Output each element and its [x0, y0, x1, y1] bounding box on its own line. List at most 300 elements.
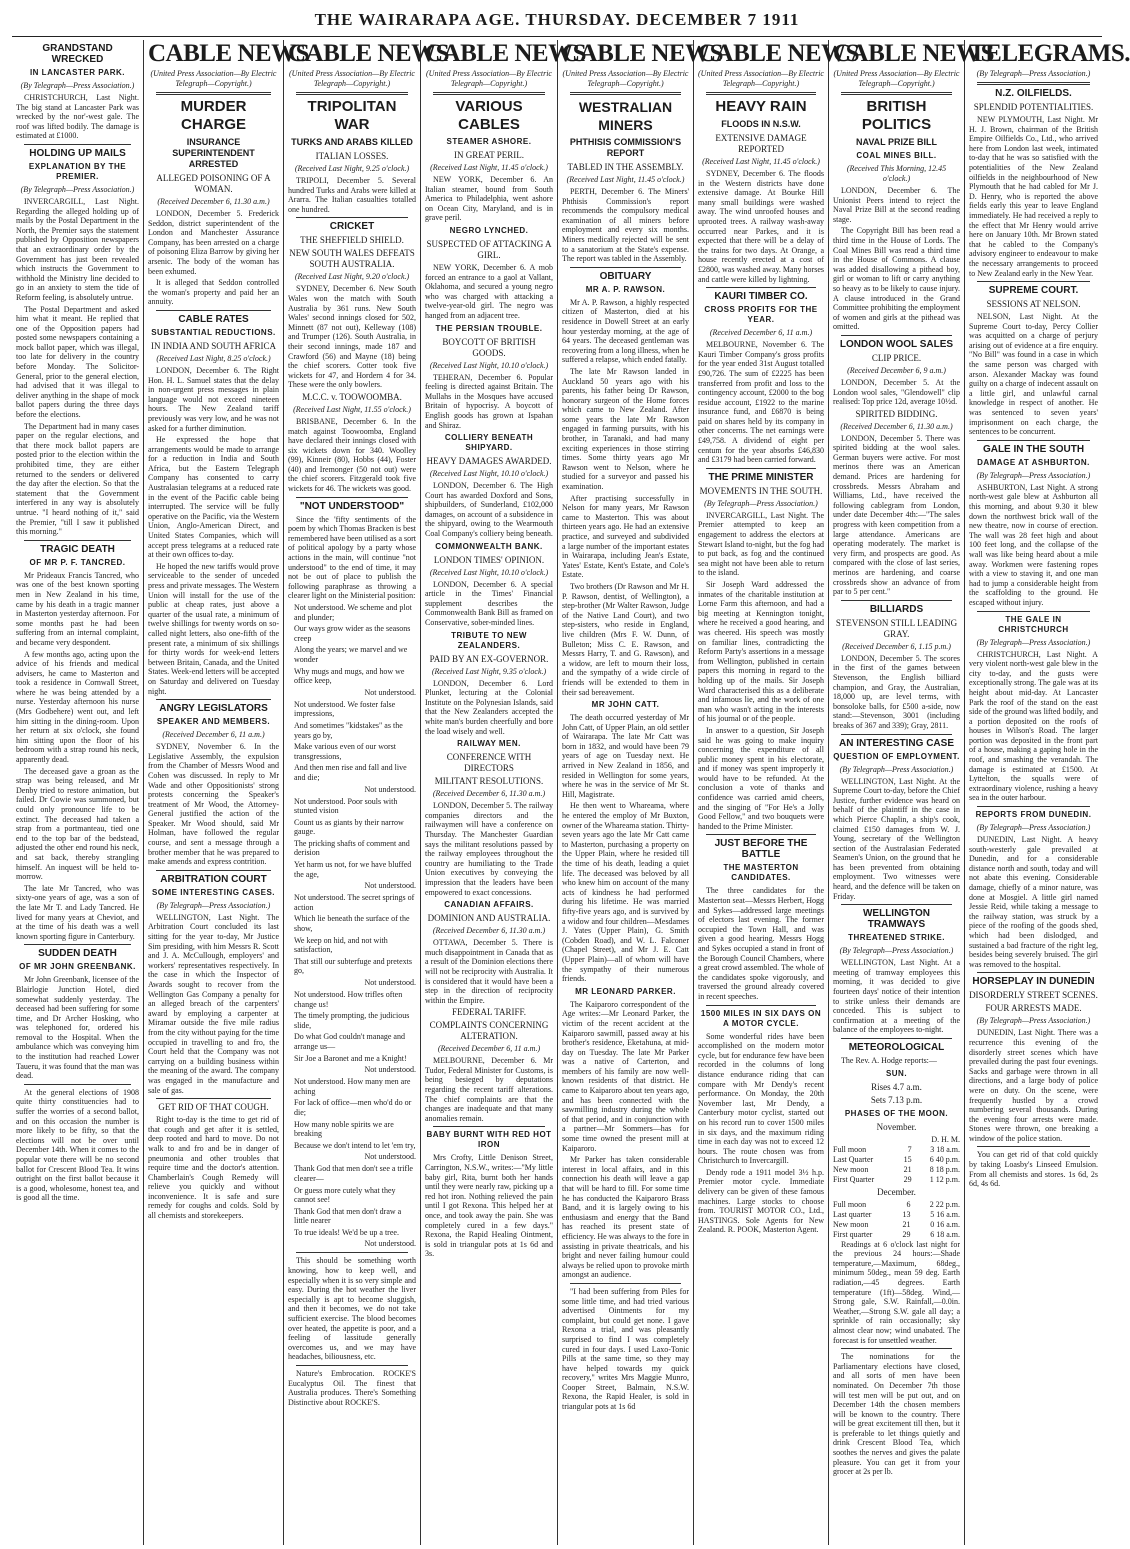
advertisement-text: The nominations for the Parliamentary elections have closed, and all sorts of men have been nominated. On December 7th those will test men will be put out, and on December 14th the chosen members will be known to the country. There will be great excitement till then, but it is preferable to let things quietly and drink Crescent Blood Tea, which soothes the nerves and gives the palate pleasure. You can get it from your grocer at 2s per lb. [833, 1352, 960, 1477]
divider [24, 944, 131, 945]
headline: VARIOUS CABLES [455, 98, 523, 133]
subheadline: SPIRITED BIDDING. [855, 408, 938, 419]
advertisement-text: Right to-day is the time to get rid of that cough and get after it is settled, deep rooted and hard to move. Do not walk to and fro and be in danger of pneumonia and other troubles that require time and the doctor's attention. Chamberlain's Cough Remedy will relieve you quickly and without inconvenience. It is safe and sure remedy for coughs and colds. Sold by all chemists and storekeepers. [148, 1115, 279, 1221]
article-text: LONDON, December 5. Frederick Seddon, district superintendent of the London and Manchester Assurance Company, has been arrested on a charge of poisoning Eliza Barrow by giving her arsenic. The body of the woman has been exhumed. [148, 209, 279, 276]
poem-refrain: Not understood. [364, 1239, 416, 1249]
article-text: The three candidates for the Masterton seat—Messrs Herbert, Hogg and Sykes—addressed large meetings of electors last evening. The former occupied the Town Hall, and was given a good hearing. Messrs Hogg and Sykes occupied a stand in front of the Borough Council Chambers, where a great crowd assembled. The whole of the candidates spoke vigorously, and traversed the ground already covered in recent speeches. [698, 886, 824, 1001]
subheadline: IN LANCASTER PARK. [29, 68, 126, 77]
headline: ARBITRATION COURT [160, 873, 267, 885]
article-text: Sir Joseph Ward addressed the inmates of the charitable institution at Lorne Farm this afternoon, and had a big meeting at Kennington tonight, where he received a good hearing, and was cheered. His speech was mostly on familiar lines, contradicting the Reform Party's assertions in a message from Wellington, published in certain papers this morning in regard to the holding up of the mails. Sir Joseph Ward characterised this as a deliberate and infamous lie, and the work of one man who wasn't acting in the interests of his journal or of the people. [698, 580, 824, 724]
headline: LONDON WOOL SALES [839, 338, 954, 350]
subheadline: INSURANCE SUPERINTENDENT ARRESTED [172, 137, 255, 169]
press-credit: (United Press Association—By Electric Telegraph—Copyright.) [698, 69, 824, 88]
subheadline: SUBSTANTIAL REDUCTIONS. [151, 327, 276, 337]
divider [977, 281, 1090, 282]
divider [706, 1005, 816, 1006]
table-cell: First Quarter [833, 1174, 875, 1184]
article-text: NEW PLYMOUTH, Last Night. Mr H. J. Brown, chairman of the British Empire Oilfields Co., Ltd., who arrived here from London last week, intimated to-day that he was so satisfied with the potentialities of the New Zealand oilfields in the neighbourhood of New Plymouth that he had cabled for Mr J. D. Henry, who is reported the above fields early this year to leave England immediately. He had received a reply to the effect that Mr Henry would arrive here on January 10th. Mr Brown stated that he cabled to the Company's advisory engineer to endeavour to make the necessary arrangements to proceed to New Zealand early in the New Year. [969, 115, 1098, 278]
poem-line: Not understood. How many men are aching [294, 1077, 411, 1096]
divider [296, 1365, 408, 1366]
poem-line: Make various even of our worst transgressions, [294, 742, 396, 761]
poem-line: Not understood. We foster false impressions, [294, 699, 396, 719]
article-text: The death occurred yesterday of Mr John Catt, of Upper Plain, an old settler of Wairarapa. The late Mr Catt was born in 1832, and would have been 79 years of age on Tuesday next. He arrived in New Zealand in 1856, and resided in Wellington for some years, where he was in the service of Mr St. Hill, Magistrate. [562, 713, 689, 799]
divider [706, 92, 816, 95]
article-text: NEW YORK, December 6. An Italian steamer, bound from South America to Philadelphia, went ashore on Ocean City, Maryland, and is in grave peril. [425, 175, 553, 223]
press-credit: (By Telegraph—Press Association.) [976, 69, 1091, 78]
dateline: (Received December 6, 11.30 a.m.) [157, 197, 270, 206]
article-text: CHRISTCHURCH, Last Night. The big stand at Lancaster Park was wrecked by the nor'-west gale. The roof was lifted bodily. The damage is estimated at £1000. [16, 93, 139, 141]
dateline: (Received This Morning, 12.45 o'clock.) [846, 164, 947, 183]
article-text: LONDON, December 5. At the London wool sales, "Glendowell" clip realised: Top price 12d, average 10½d. [833, 377, 960, 407]
divider [706, 468, 816, 469]
article-text: OTTAWA, December 5. There is much disappointment in Canada that as a result of the Dominion elections there will not be reciprocity with Australia. It is considered that it would have been a step in the direction of reciprocity within the Empire. [425, 938, 553, 1005]
poem-line: And sometimes "kidstakes" as the years go by, [294, 720, 403, 740]
article-text: PERTH, December 6. The Miners' Phthisis Commission's report recommends the compulsory medical examination of all miners before employment and every six months. Miners medically rejected will be sent to a sanatorium at the State's expense. The report was tabled in the Assembly. [562, 187, 689, 264]
subheadline: LONDON TIMES' OPINION. [433, 554, 545, 565]
section-banner: CABLE NEWS [698, 40, 860, 67]
advertisement-text: At the general elections of 1908 quite thirty constituencies had to suffer the worries of a second ballot, and on this occasion the number is more likely to be fifty, so that the elections will not be over until December 14th. When it comes to the popular vote there will be no second ballot for Crescent Blood Tea. It wins outright on the first ballot because it is a good, wholesome, honest tea, and is good all the time. [16, 1087, 139, 1203]
dateline: (Received Last Night, 9.25 o'clock.) [294, 164, 410, 173]
divider [841, 734, 952, 735]
advertisement-text: Mrs Crofty, Little Denison Street, Carrington, N.S.W., writes:—"My little baby girl, Rita, burnt both her hands until they were nearly raw, picking up a red hot iron. Nothing relieved the pain until I got Rexona. This helped her at once, and took away the pain. She was completely cured in a few days." Rexona, the Rapid Healing Ointment, is sold in triangular pots at 1s 6d and 3s. [425, 1153, 553, 1259]
sunrise-time: Rises 4.7 a.m. [871, 1081, 922, 1092]
headline: CRICKET [329, 221, 375, 233]
dateline: (By Telegraph—Press Association.) [976, 1016, 1091, 1026]
poem-line: To true ideals! We'd be up a tree. [294, 1227, 399, 1237]
table-row [833, 1165, 960, 1175]
article-text: SYDNEY, December 6. New South Wales won the match with South Australia by 361 runs. New South Wales' second innings closed for 502, Minnett (87 not out), Kelleway (108) and Trumper (126). South Australia, in their second innings, made 187 and Crawford (56) and Mayne (18) being the chief scorers. Cotter took five wickets for 47, and Hordern 4 for 34. These were the only bowlers. [288, 284, 416, 390]
article-text: He then went to Whareama, where he entered the employ of Mr Buxton, owner of the Whareama station. Thirty-seven years ago the late Mr Catt came to Masterton, purchasing a property on the Upper Plain, where he resided till the time of his death, leading a quiet life. The deceased was beloved by all who knew him on account of the many acts of kindness he had performed during his lifetime. He was married fifty-five years ago, and is survived by a widow and four children—Mesdames J. Yates (Upper Plain), G. Smith (Cobden Road), and W. L. Falconer (Chapel Street), and Mr J. E. Catt (Upper Plain)—all of whom will have the sympathy of their numerous friends. [562, 801, 689, 984]
sunset-time: Sets 7.13 p.m. [870, 1094, 923, 1105]
headline: JUST BEFORE THE BATTLE [714, 838, 808, 861]
divider [841, 1348, 952, 1349]
poem-line: And then men rise and fall and live and die; [294, 763, 407, 782]
dateline: (Received December 6, 11 a.m.) [709, 328, 813, 338]
headline: BILLIARDS [869, 603, 924, 615]
table-cell: Full moon [833, 1144, 867, 1154]
table-cell: 13 [902, 1209, 911, 1219]
poem-line: That still our subterfuge and pretexts go, [294, 956, 412, 976]
article-text: The Postal Department and asked him what it meant. He replied that one of the Opposition papers had posted some newspapers containing a mock ballot paper, which was illegal, too late for delivery in the country before Monday. The Solicitor-General, prior to the general election, had advised that it was illegal to deliver anything in the shape of mock ballot papers during the three days before the elections. [16, 304, 139, 420]
article-text: LONDON, December 6. Lord Plunket, lecturing at the Colonial Institute on the Polynesian Islands, said that the New Zealanders accepted the white man's burden cheerfully and bore the load wisely and well. [425, 678, 553, 736]
headline: KAURI TIMBER CO. [714, 291, 808, 303]
headline: THE GALE IN CHRISTCHURCH [998, 614, 1069, 634]
article-text: He hoped the new tariffs would prove serviceable to the sender of unceded press and private messages. The Western Union will install for the use of the public at cheap rates, just above a quarter of the usual rate, a minimum of twelve shillings for twenty words on so-called night letters, also one-fifth of the present rate, a minimum of six shillings for thirty words for week-end letters between Britain, Canada, and the United States. Week-end letters will be accepted on Saturday and delivered on Tuesday night. [148, 561, 279, 696]
table-cell: 29 [902, 1229, 911, 1239]
subheadline: MR JOHN CATT. [591, 700, 660, 710]
dateline: (Received December 6, 9 a.m.) [847, 365, 946, 375]
divider [841, 335, 952, 336]
poem-line: Which lie beneath the surface of the show, [294, 914, 410, 934]
poem-line: Sir Joe a Baronet and me a Knight! [294, 1053, 407, 1063]
dateline: (By Telegraph—Press Association.) [20, 81, 135, 90]
headline: "NOT UNDERSTOOD" [299, 500, 405, 512]
subheadline: COMMONWEALTH BANK. [435, 541, 543, 551]
dateline: (By Telegraph—Press Association.) [976, 470, 1091, 480]
dateline: (By Telegraph—Press Association.) [704, 498, 818, 508]
article-text: LONDON, December 6. The Unionist Peers intend to reject the Naval Prize Bill at the second reading stage. [833, 186, 960, 224]
article-text: Mr Prideaux Francis Tancred, who was one of the best known sporting men in New Zealand in his time, came by his death in a tragic manner in Masterton yesterday afternoon. For some months past he had been suffering from an internal complaint, and became very despondent. [16, 570, 139, 647]
column-2 [144, 40, 310, 1545]
subheadline: QUESTION OF EMPLOYMENT. [833, 751, 960, 761]
article-text: After practising successfully in Nelson for many years, Mr Rawson came to Masterton. This was about thirteen years ago. He had an extensive practice, and surveyed and subdivided a large number of the important estates in Wairarapa, including Jean's Estate, Yates' Estate, Kent's Estate, and Cole's Estate. [562, 493, 689, 580]
headline: MURDER CHARGE [180, 98, 247, 133]
section-banner: CABLE NEWS [288, 40, 450, 67]
article-text: The late Mr Rawson landed in Auckland 50 years ago with his parents, his father being Dr Rawson, honorary surgeon of the Home forces which came to New Zealand. After some years the late Mr Rawson engaged in farming pursuits, with his brother, in Taranaki, and had many exciting experiences in those stirring times. Some thirty years ago Mr Rawson went to Nelson, where he studied for a surveyor and passed his examination. [562, 366, 689, 492]
column-8 [965, 40, 1130, 1545]
poem-refrain: Not understood. [364, 1152, 416, 1162]
article-text: SYDNEY, December 6. The floods in the Western districts have done extensive damage. At Bourke Hill many small buildings were washed away. The wind unroofed houses and uprooted trees. A railway wash-away occurred near Parkes, and it is expected that there will be a delay of the trains for two days. At Orange, a house recently erected at a cost of £2800, was washed away. Many horses and cattle were killed by lightning. [698, 169, 824, 284]
divider [977, 440, 1090, 441]
headline: TRAGIC DEATH [40, 543, 115, 555]
divider [841, 904, 952, 905]
subheadline: OF MR P. F. TANCRED. [29, 557, 126, 567]
poem-line: Because we don't intend to let 'em try, [294, 1140, 416, 1150]
table-cell: 6 18 a.m. [930, 1229, 960, 1239]
article-text: LONDON, December 5. The railway companies directors and the railwaymen will have a conference on Thursday. The Manchester Guardian says the militant resolutions passed by the railway employees throughout the country are humiliating to the Trade Union executives by conveying the impression that the leaders have been empowered to exact concessions. [425, 801, 553, 897]
poem-line: Count us as giants by their narrow gauge. [294, 817, 404, 837]
divider [24, 1084, 131, 1085]
moon-phases-table [833, 1200, 960, 1240]
headline: THE PRIME MINISTER [708, 471, 814, 483]
poem-line: For lack of office—men who'd do or die; [294, 1098, 412, 1117]
table-header: D. H. M. [931, 1134, 960, 1144]
table-cell: Full moon [833, 1199, 867, 1209]
headline: CABLE RATES [178, 313, 249, 325]
subheadline: NEGRO LYNCHED. [449, 225, 529, 235]
press-credit: (United Press Association—By Electric Telegraph—Copyright.) [426, 69, 552, 88]
dateline: (Received December 6, 1.15 p.m.) [842, 641, 951, 651]
subheadline: NAVAL PRIZE BILL [856, 137, 937, 147]
table-cell: Last quarter [833, 1209, 872, 1219]
advertisement-text: This should be something worth knowing, how to keep well, and especially when it is so very simple and easy. During the hot weather the liver especially is apt to become sluggish, and then it becomes, we do not take sufficient exercise. The blood becomes over heated, the appetite is poor, and a feeling of lassitude generally overcomes us, and we may have headaches, biliousness, etc. [288, 1256, 416, 1362]
subheadline: M.C.C. v. TOOWOOMBA. [302, 391, 402, 402]
table-row [833, 1210, 960, 1220]
table-cell: First quarter [833, 1229, 873, 1239]
subheadline: STEVENSON STILL LEADING GRAY. [835, 617, 958, 639]
article-text: Two brothers (Dr Rawson and Mr H. P. Rawson, dentist, of Wellington), a step-brother (Mr Walter Rawson, Judge of the Native Land Court), and two step-sisters, who reside in England, live children (Mrs F. W. Dunn, of Bulleton; Miss C. E. Rawson, and Messrs Harry, T. and G. Rawson), and a widow, are left to mourn their loss, and the sympathy of a wide circle of friends will be extended to them in their sad bereavement. [562, 581, 689, 697]
dateline: (By Telegraph—Press Association.) [976, 823, 1091, 833]
headline: HOLDING UP MAILS [29, 147, 126, 159]
table-row [833, 1155, 960, 1165]
dateline: (By Telegraph—Press Association.) [20, 184, 135, 194]
sun-heading: SUN. [885, 1068, 908, 1078]
table-row [833, 1175, 960, 1185]
divider [156, 310, 271, 311]
article-text: LONDON, December 6. A special article in the Times' Financial supplement describes the Commonwealth Bank Bill as framed on Conservative, sober-minded lines. [425, 579, 553, 628]
subheadline: FEDERAL TARIFF. [451, 1007, 527, 1018]
headline: AN INTERESTING CASE [838, 737, 954, 749]
section-banner: CABLE NEWS [425, 40, 587, 67]
dateline: (Received December 6, 11.30 a.m.) [840, 421, 953, 431]
subheadline: COLLIERY BENEATH SHIPYARD. [444, 433, 534, 453]
article-text: BRISBANE, December 6. In the match against Toowoomba, England have declared their innings closed with six wickets down for 340. Woolley (99), Kinneir (80), Hobbs (44), Foster (40) and Iremonger (50 not out) were the chief scorers. Fitzgerald took five wickets for 46. The wickets was good. [288, 416, 416, 494]
subheadline: MR A. P. RAWSON. [585, 284, 666, 294]
article-text: TEHERAN, December 6. Popular feeling is directed against Britain. The Mullahs in the Mosques have accused Britain of hypocrisy. A boycott of English goods has grown at Ispahan and Shiraz. [425, 372, 553, 430]
dateline: (Received Last Night, 10.10 o'clock.) [429, 469, 549, 479]
divider [977, 806, 1090, 807]
divider [841, 92, 952, 95]
article-text: LONDON, December 5. There was spirited bidding at the wool sales. German buyers were active. For most merinos there was an American demand. Prices are hardening for crossbreds. Messrs Abraham and Williams, Ltd., have received the following cablegram from London, under date December 4th:—"The sales progress with keen competition from a large attendance. Americans are operating moderately. The market is very firm, and prospects are good. As compared with the close of last series, merinos are hardening, and coarse crossbreds show an advance of from par to 5 per cent." [833, 433, 960, 597]
table-cell: 8 18 p.m. [929, 1164, 960, 1174]
subheadline: DOMINION AND AUSTRALIA. [427, 913, 551, 924]
divider [977, 1146, 1090, 1147]
headline: HEAVY RAIN [715, 98, 807, 115]
dateline: (Received Last Night, 9.20 o'clock.) [294, 272, 410, 282]
subheadline: CANADIAN AFFAIRS. [444, 900, 534, 910]
dateline: (By Telegraph—Press Association.) [839, 946, 954, 956]
poem-line: Why mugs and mugs, and how we office keep, [294, 666, 405, 686]
poem-line: Thank God that men don't draw a little nearer [294, 1206, 402, 1226]
subheadline: MR LEONARD PARKER. [575, 986, 676, 996]
table-cell [833, 1135, 899, 1145]
article-text: ASHBURTON, Last Night. A strong north-west gale blew at Ashburton all this morning, and about 9.30 it blew down the northwest brick wall of the new theatre, now in course of erection. The wall was 28 feet high and about 100 feet long, and the collapse of the wall was like being heard about a mile away. Workmen were fastening ropes with a view to staving it, and one man had to jump a considerable height from the scaffolding to the ground. He escaped without injury. [969, 482, 1098, 607]
table-cell: 2 22 p.m. [929, 1199, 960, 1209]
advertisement-text: You can get rid of that cold quickly by taking Loasby's Linseed Emulsion. From all chemists and stores. 1s 6d, 2s 6d, 4s 6d. [969, 1150, 1098, 1189]
dateline: (Received Last Night, 8.25 o'clock.) [156, 353, 271, 363]
subheadline: SESSIONS AT NELSON. [986, 299, 1081, 310]
article-text: LONDON, December 6. The Right Hon. H. L. Samuel states that the delay in non-urgent press messages in plain language would not exceed nineteen hours. The New Zealand tariff previously was very low, and he was not asked for a further diminution. [148, 365, 279, 433]
advertisement-text: Nature's Embrocation. ROCKE'S Eucalyptus Oil. The finest that Australia produces. There's Something Distinctive about ROCKE'S. [288, 1369, 416, 1407]
table-cell: 7 [907, 1144, 912, 1154]
article-text: TRIPOLI, December 5. Several hundred Turks and Arabs were killed at Ararra. The Italian casualties totalled one hundred. [288, 176, 416, 214]
headline: SUDDEN DEATH [38, 948, 117, 960]
divider [296, 1252, 408, 1253]
subheadline: NEW SOUTH WALES DEFEATS SOUTH AUSTRALIA. [289, 248, 415, 270]
divider [296, 92, 408, 95]
poem-line: Not understood. Poor souls with stunted vision [294, 796, 398, 816]
subheadline: THE MASTERTON CANDIDATES. [723, 863, 799, 883]
headline: REPORTS FROM DUNEDIN. [975, 810, 1092, 820]
article-text: Readings at 6 o'clock last night for the previous 24 hours:—Shade temperature,—Maximum, 68deg., minimum 50deg., mean 59 deg. Earth radiation,—45 degrees. Earth temperature (1ft)—58deg. Wind,—Strong gale, S.W. Rainfall,—0.0in. Weather,—Strong S.W. gale all day; a sprinkle of rain occasionally; sky almost clear now; wind unabated. The forecast is for unsettled weather. [833, 1239, 960, 1345]
section-banner: CABLE NEWS [148, 40, 310, 67]
article-text: The Department had in many cases paper on the regular elections, and that there mock ballot papers are posted prior to the election within the prohibited time, they are either returned to the senders or delivered the day after the election. So that the statement that the Government interfered in any way is absolutely untrue. "I heard nothing of it," said the Premier, "till I saw it published this morning." [16, 421, 139, 537]
article-text: A few months ago, acting upon the advice of his friends and medical advisers, he came to Masterton and took a residence in Cornwall Street, where he was being attended by a nurse. Yesterday afternoon his nurse (Mrs Godbehere) went out, and left him sitting in the dining-room. Upon her return at six o'clock, she found him sitting upon the floor of his bedroom with a strap round his neck, apparently dead. [16, 649, 139, 765]
article-text: Mr A. P. Rawson, a highly respected citizen of Masterton, died at his residence in Dowell Street at an early hour yesterday morning, at the age of 64 years. The deceased gentleman was recovering from a long illness, when he suffered a relapse, which ended fatally. [562, 297, 689, 365]
article-text: LONDON, December 5. The scores in the first of the games between Stevenson, the English billiard champion, and Gray, the Australian, 18,000 up, are level terms, with bonsoloke balls, for £500 a-side, now stand:—Stevenson, 3001 (including breaks of 367 and 339); Gray, 2811. [833, 653, 960, 730]
dateline: (By Telegraph—Press Association.) [156, 900, 271, 910]
subheadline: IN GREAT PERIL. [453, 150, 525, 160]
advertisement-text: "I had been suffering from Piles for some little time, and had tried various advertised Ointments for my complaint, but could get none. I gave Rexona a trial, and was pleasantly surprised to find I was completely cured in four days. I used Laxo-Tonic Pills at the same time, so they may have helped towards my quick recovery," writes Mrs Maggie Munro, Cooper Street, Balmain, N.S.W. Rexona, the Rapid Healer, is sold in triangular pots at 1s 6d [562, 1286, 689, 1412]
poem-line: Along the years; we marvel and we wonder [294, 645, 408, 664]
poem-line: Not understood. How trifles often change us! [294, 990, 403, 1009]
divider [296, 217, 408, 218]
table-row [833, 1135, 960, 1145]
subheadline: SOME INTERESTING CASES. [151, 887, 276, 897]
subheadline: CONFERENCE WITH DIRECTORS [446, 752, 532, 774]
table-row [833, 1230, 960, 1240]
masthead-rule [12, 36, 1102, 37]
section-banner: TELEGRAMS. [969, 40, 1130, 67]
divider [841, 600, 952, 601]
article-text: NELSON, Last Night. At the Supreme Court to-day, Percy Collier was acquitted on a charge of perjury arising out of evidence at a fire enquiry. "No Bill" was found in a case in which the same person was charged with arson. Alexander Mackay was found guilty on a charge of indecent assault on a little girl, and unlawful carnal knowledge in respect of another. He was sentenced to seven years' imprisonment on each charge, the sentences to be concurrent. [969, 312, 1098, 437]
article-text: WELLINGTON, Last Night. At a meeting of tramway employees this morning, it was decided to give fourteen days' notice of their intention to strike unless their demands are conceded. This is subject to confirmation at a meeting of the balance of the employees to-night. [833, 958, 960, 1035]
section-banner: CABLE NEWS [833, 40, 995, 67]
subheadline: DISORDERLY STREET SCENES. [969, 990, 1098, 1001]
month-label: December. [877, 1186, 916, 1197]
moon-phases-table [833, 1135, 960, 1185]
article-text: Since the 'fifty sentiments of the poem by which Thomas Bracken is best remembered have been utilised as a sort of political apology by a party whose actions in the main, will continue "not understood" to the end of time, it may not be out of place to publish the following paraphrase as throwing a clearer light on the Ministerial position: [288, 514, 416, 601]
dateline: (Received Last Night, 11.45 o'clock.) [702, 157, 820, 166]
subheadline: COAL MINES BILL. [856, 151, 937, 160]
subheadline: RAILWAY MEN. [457, 739, 521, 749]
poem-line: Not understood. We scheme and plot and plunder; [294, 603, 412, 622]
headline: WESTRALIAN MINERS [578, 99, 673, 133]
subheadline: IN INDIA AND SOUTH AFRICA [150, 340, 276, 351]
divider [433, 1126, 545, 1127]
table-cell: New moon [833, 1164, 869, 1174]
column-5 [558, 40, 724, 1545]
column-7 [829, 40, 995, 1545]
article-text: INVERCARGILL, Last Night. Regarding the alleged holding up of mails by the Postal Department in the North, the Premier says the statement published by Opposition newspapers that an extraordinary order by the Government has just been revealed which instructs the Government to withhold the Ministry line decided to go in an anxiety to stem the tide of Reform feeling, is absolutely untrue. [16, 196, 139, 302]
table-cell: 15 [903, 1154, 912, 1164]
article-text: MELBOURNE, December 6. Mr Tudor, Federal Minister for Customs, is being besieged by deputations regarding the recent tariff alterations. The chief complaints are that the changes are inadequate and that many anomalies remain. [425, 1056, 553, 1123]
poem-refrain: Not understood. [364, 784, 416, 794]
headline: OBITUARY [599, 270, 652, 282]
subheadline: STEAMER ASHORE. [446, 137, 532, 146]
headline: WELLINGTON TRAMWAYS [862, 908, 931, 931]
subheadline: OF MR JOHN GREENBANK. [19, 962, 136, 972]
advertisement-heading: GET RID OF THAT COUGH. [158, 1102, 269, 1113]
article-text: DUNEDIN, Last Night. A heavy south-westerly gale prevailed at Dunedin, and for a considerable distance north and south, today and will not abate this evening. Considerable damage, chiefly of a minor nature, was done at Mosgiel. A little girl named Jessie Reid, while taking a message to the railway station, was struck by a piece of the roofing of the goods shed, which had been dislodged, and sustained a bad fracture of the right leg, besides being severely bruised. The girl was removed to the hospital. [969, 835, 1098, 969]
divider [570, 1283, 681, 1284]
dateline: (Received December 6, 11 a.m.) [162, 730, 265, 740]
poem-refrain: Not understood. [364, 881, 416, 891]
table-cell: 3 18 a.m. [930, 1144, 960, 1154]
article-text: LONDON, December 6. The High Court has awarded Doxford and Sons, shipbuilders, of Sunderland, £102,000 damages, on account of a subsidence in the shipyard, owing to the Wearmouth Coal Company's colliery being beneath. [425, 481, 553, 539]
article-text: SYDNEY, November 6. In the Legislative Assembly, the expulsion from the Chamber of Messrs Wood and Cohen was discussed. In reply to Mr Wade and other Oppositionists' strong protests concerning the Speaker's treatment of Mr Wood, the Attorney-General justified the action of the Speaker. Mr Wood should, said Mr Holman, have followed the regular course, and sent a message through a brother member that he was prepared to make amends and express contrition. [148, 742, 279, 867]
article-text: In answer to a question, Sir Joseph said he was going to make inquiry concerning the expenditure of all public money spent in his electorate, and if money was spent improperly it would have to be refunded. At the conclusion a vote of thanks and confidence was carried amid cheers, and the singing of "For He's a Jolly Good Fellow," and two bouquets were handed to the Prime Minister. [698, 725, 824, 831]
table-row [833, 1145, 960, 1155]
press-credit: (United Press Association—By Electric Telegraph—Copyright.) [150, 69, 277, 88]
article-text: NEW YORK, December 6. A mob forced an entrance to a gaol at Vallant, Oklahoma, and secured a young negro who was charged with attacking a twelve-year-old girl. The negro was hanged from an adjacent tree. [425, 262, 553, 320]
dateline: (Received December 6, 11.30 a.m.) [432, 926, 546, 936]
headline: TRIPOLITAN WAR [307, 98, 397, 133]
table-cell: 1 12 p.m. [929, 1174, 960, 1184]
subheadline: MOVEMENTS IN THE SOUTH. [699, 485, 823, 496]
subheadline: FOUR ARRESTS MADE. [985, 1003, 1082, 1014]
subheadline: SUSPECTED OF ATTACKING A GIRL. [426, 238, 552, 260]
article-text: WELLINGTON, Last Night. At the Supreme Court to-day, before the Chief Justice, further evidence was heard on behalf of the plaintiff in the case in which Pierce Chaplin, a ship's cook, claimed £150 damages from W. J. Young, secretary of the Wellington section of the Australasian Federated Seamen's Union, on the ground that he has been prevented from obtaining employment. Two witnesses were heard, and the defence will be taken on Friday. [833, 776, 960, 901]
poem-line: Thank God that men don't see a trifle clearer— [294, 1164, 413, 1183]
article-text: The Rev. A. Hodge reports:— [841, 1056, 937, 1065]
divider [977, 82, 1090, 85]
poem-line: Not understood. The secret springs of action [294, 893, 415, 912]
table-cell: 6 [906, 1199, 911, 1209]
table-cell: 6 40 p.m. [929, 1154, 960, 1164]
article-text: It is alleged that Seddon controlled the woman's property and paid her an annuity. [148, 278, 279, 307]
article-text: The Copyright Bill has been read a third time in the House of Lords. The Coal Mines Bill was read a third time in the House of Commons. A clause was added disallowing a pithead boy, girl or woman to lift or carry anything so heavy as to be likely to cause injury. A clause introduced in the Grand Committee prohibiting the employment of women and girls at the pithead was omitted. [833, 226, 960, 332]
article-text: CHRISTCHURCH, Last Night. A very violent north-west gale blew in the city to-day, and the gusts were exceptionally strong. The gale was at its height about mid-day. At Lancaster Park the roof of the stand on the east side of the ground was lifted bodily, and a portion deposited on the roofs of houses in Wilson's Road. The larger portion was deposited in the front part of a house, making a gaping hole in the roof, and smashing the verandah. The damage is estimated at £1500. At Lyttelton, the squalls were of extraordinary violence, rushing a heavy sea in the outer harbour. [969, 649, 1098, 803]
article-text: The Kaiparoro correspondent of the Age writes:—Mr Leonard Parker, the victim of the recent accident at the Kaiparoro sawmill, passed away at his brother's residence, Eketahuna, at mid-day on Tuesday. The late Mr Parker was a native of Carterton, and members of his family are now well-known residents of that district. He came to Kaiparoro about ten years ago, and has been connected with the sawmilling industry during the whole of that period, and in conjunction with a partner—Mr Sommers—has for some time owned the present mill at Kaiparoro. [562, 999, 689, 1153]
moon-phases-heading: PHASES OF THE MOON. [844, 1108, 949, 1118]
divider [296, 497, 408, 498]
subheadline: COMPLAINTS CONCERNING ALTERATION. [429, 1020, 549, 1042]
article-text: MELBOURNE, November 6. The Kauri Timber Company's gross profits for the year ended 31st August totalled £90,726. The sum of £2225 has been transferred from profit and loss to the contingency account, £2000 to the bog residue account, £1922 to the marine insurance fund, and £6870 is being paid on shares held by its company in other concerns. The net earnings were £49,758. A dividend of eight per centum for the year absorbs £46,830 and £3179 had been carried forward. [698, 340, 824, 465]
headline: N.Z. OILFIELDS. [995, 88, 1072, 99]
table-cell: 21 [902, 1219, 911, 1229]
dateline: (Received Last Night, 9.35 o'clock.) [431, 666, 547, 676]
poem-refrain: Not understood. [364, 978, 416, 987]
dateline: (Received Last Night, 10.10 o'clock.) [429, 567, 549, 577]
subheadline: ALLEGED POISONING OF A WOMAN. [156, 173, 271, 194]
advertisement-heading: 1500 MILES IN SIX DAYS ON A MOTOR CYCLE. [700, 1008, 822, 1028]
headline: ANGRY LEGISLATORS [159, 703, 268, 715]
article-text: He expressed the hope that arrangements would be made to arrange for a reduction in India and South Africa, but the Eastern Telegraph Company has consented to carry Australasian telegrams at a reduced rate in the event of the Pacific cable being interrupted. The service will be fully operative on the Pacific, via the Western Union, Anglo-American Direct, and United States Companies, which will accept press telegrams at a reduced rate at their own offices to-day. [148, 435, 279, 560]
dateline: (Received December 6, 11 a.m.) [437, 1044, 541, 1054]
column-4 [421, 40, 587, 1545]
dateline: (By Telegraph—Press Association.) [839, 764, 954, 774]
poem-line: Or guess more cutely what they cannot see! [294, 1185, 396, 1205]
subheadline: ITALIAN LOSSES. [315, 151, 389, 161]
subheadline: BOYCOTT OF BRITISH GOODS. [442, 336, 536, 358]
headline: BRITISH POLITICS [861, 98, 932, 133]
table-row [833, 1200, 960, 1210]
subheadline: FLOODS IN N.S.W. [721, 119, 801, 129]
dateline: (Received Last Night, 11.45 o'clock.) [566, 175, 685, 184]
divider [433, 92, 545, 95]
table-row [833, 1220, 960, 1230]
subheadline: EXTENSIVE DAMAGE REPORTED [715, 133, 807, 154]
divider [570, 267, 681, 268]
article-text: WELLINGTON, Last Night. The Arbitration Court concluded its last sitting for the year to-day, Mr Justice Sim presiding, with him Messrs R. Scott and J. A. McCullough, employers' and workers' representatives respectively. In the case in which the Inspector of Awards sought to recover from the Wellington Gas Company a penalty for an alleged breach of the carpenters' award by employing a carpenter at Miramar outside the five mile radius from the city without paying for the time occupied in travelling to and fro, the Court held that the Company was not carrying on a building business within the meaning of the award. The company was engaged in the manufacture and sale of gas. [148, 912, 279, 1095]
divider [977, 972, 1090, 973]
article-text: INVERCARGILL, Last Night. The Premier attempted to keep an engagement to address the electors at Stewart Island to-night, but the fog had to put back, as fog and the continued sea might not have been able to return to the island. [698, 510, 824, 578]
divider [156, 699, 271, 700]
dateline: (Received December 6, 11.30 a.m.) [432, 789, 546, 799]
subheadline: MILITANT RESOLUTIONS. [434, 776, 544, 787]
poem-line: Yet harm us not, for we have bluffed the age, [294, 860, 412, 879]
subheadline: HEAVY DAMAGES AWARDED. [426, 456, 552, 467]
divider [156, 1098, 271, 1099]
headline: METEOROLOGICAL [848, 1042, 945, 1053]
table-cell: Last Quarter [833, 1154, 874, 1164]
article-text: Mr John Greenbank, licensee of the Blairlogie Junction Hotel, died somewhat suddenly yesterday. The deceased had been suffering for some time, and Dr Archer Hosking, who was telephoned for, ordered his removal to the Hospital. When the ambulance which was conveying him to the institution had reached Lower Taueru, it was found that the man was dead. [16, 975, 139, 1081]
divider [570, 92, 681, 95]
advertisement-text: Dendy rode a 1911 model 3½ h.p. Premier motor cycle. Immediate delivery can be given of these famous machines. Large stocks to choose from. TOURIST MOTOR CO., Ltd., HASTINGS. Sole Agents for New Zealand. R. POOK, Masterton Agent. [698, 1167, 824, 1235]
divider [24, 144, 131, 145]
poem-line: We keep on hid, and not with satisfaction, [294, 935, 388, 955]
masthead-title: THE WAIRARAPA AGE. THURSDAY. DECEMBER 7 1911 [314, 10, 800, 29]
section-banner: CABLE NEWS [562, 40, 724, 67]
poem-refrain: Not understood. [364, 1065, 416, 1075]
article-text: Mr Parker has taken considerable interest in local affairs, and in this connection his death will leave a gap that will be hard to fill. For some time he has conducted the Kaiparoro Brass Band, and it is largely owing to his enthusiasm and energy that the Band has reached its present state of efficiency. He was always to the fore in assisting in private theatricals, and his bright and never failing humour could always be relied upon to provoke mirth amongst an audience. [562, 1155, 689, 1280]
advertisement-text: Some wonderful rides have been accomplished on the modern motor cycle, but for endurance few have been recorded in the columns of long distance endurance riding that can compare with Mr Dendy's recent performance. On Monday, the 20th November last, Mr Dendy, a Canterbury motor cyclist, started out on his record run to cover 1500 miles in six days, and the maximum riding time in each day was not to exceed 12 hours. The route chosen was from Christchurch to Invercargill. [698, 1031, 824, 1166]
article-text: The deceased gave a groan as the strap was being released, and Mr Denby tried to restore animation, but failed. Dr Cowie was summoned, but could only pronounce life to be extinct. The deceased had taken a strap from a portmanteau, tied one end to the top bar of the bedstead, adjusted the other end round his neck, and sat back, thereby strangling himself. An inquest will be held to-morrow. [16, 766, 139, 882]
divider [156, 870, 271, 871]
press-credit: (United Press Association—By Electric Telegraph—Copyright.) [833, 69, 960, 88]
poem-line: Our ways grow wider as the seasons creep [294, 624, 411, 643]
month-label: November. [876, 1121, 917, 1132]
headline: HORSEPLAY IN DUNEDIN [972, 976, 1095, 988]
divider [706, 287, 816, 288]
subheadline: TABLED IN THE ASSEMBLY. [567, 162, 684, 172]
table-cell: 5 16 a.m. [930, 1209, 960, 1219]
divider [841, 1038, 952, 1039]
subheadline: CLIP PRICE. [871, 352, 922, 363]
dateline: (Received Last Night, 11.45 o'clock.) [430, 163, 548, 172]
article-text: DUNEDIN, Last Night. There was a recurrence this evening of the disorderly street scenes which have prevailed during the past four evenings. Sacks and garbage were thrown in all directions, and a large body of police were on duty. On the scene, were frequently hustled by a crowd numbering several thousands. During the evening four arrests were made. Stones were thrown, one breaking a window of the police station. [969, 1028, 1098, 1143]
table-cell: 21 [903, 1164, 912, 1174]
headline: GRANDSTAND WRECKED [42, 43, 113, 65]
poem-refrain: Not understood. [364, 687, 416, 697]
poem-line: Do what God couldn't manage and arrange us— [294, 1032, 405, 1051]
table-cell: New moon [833, 1219, 869, 1229]
headline: GALE IN THE SOUTH [982, 443, 1085, 455]
subheadline: PAID BY AN EX-GOVERNOR. [429, 653, 549, 664]
divider [977, 611, 1090, 612]
article-text: The late Mr Tancred, who was sixty-one years of age, was a son of the late Mr T. and Lady Tancred. He lived for many years at Cheviot, and at the time of his death was a well known sporting figure in Canterbury. [16, 883, 139, 941]
